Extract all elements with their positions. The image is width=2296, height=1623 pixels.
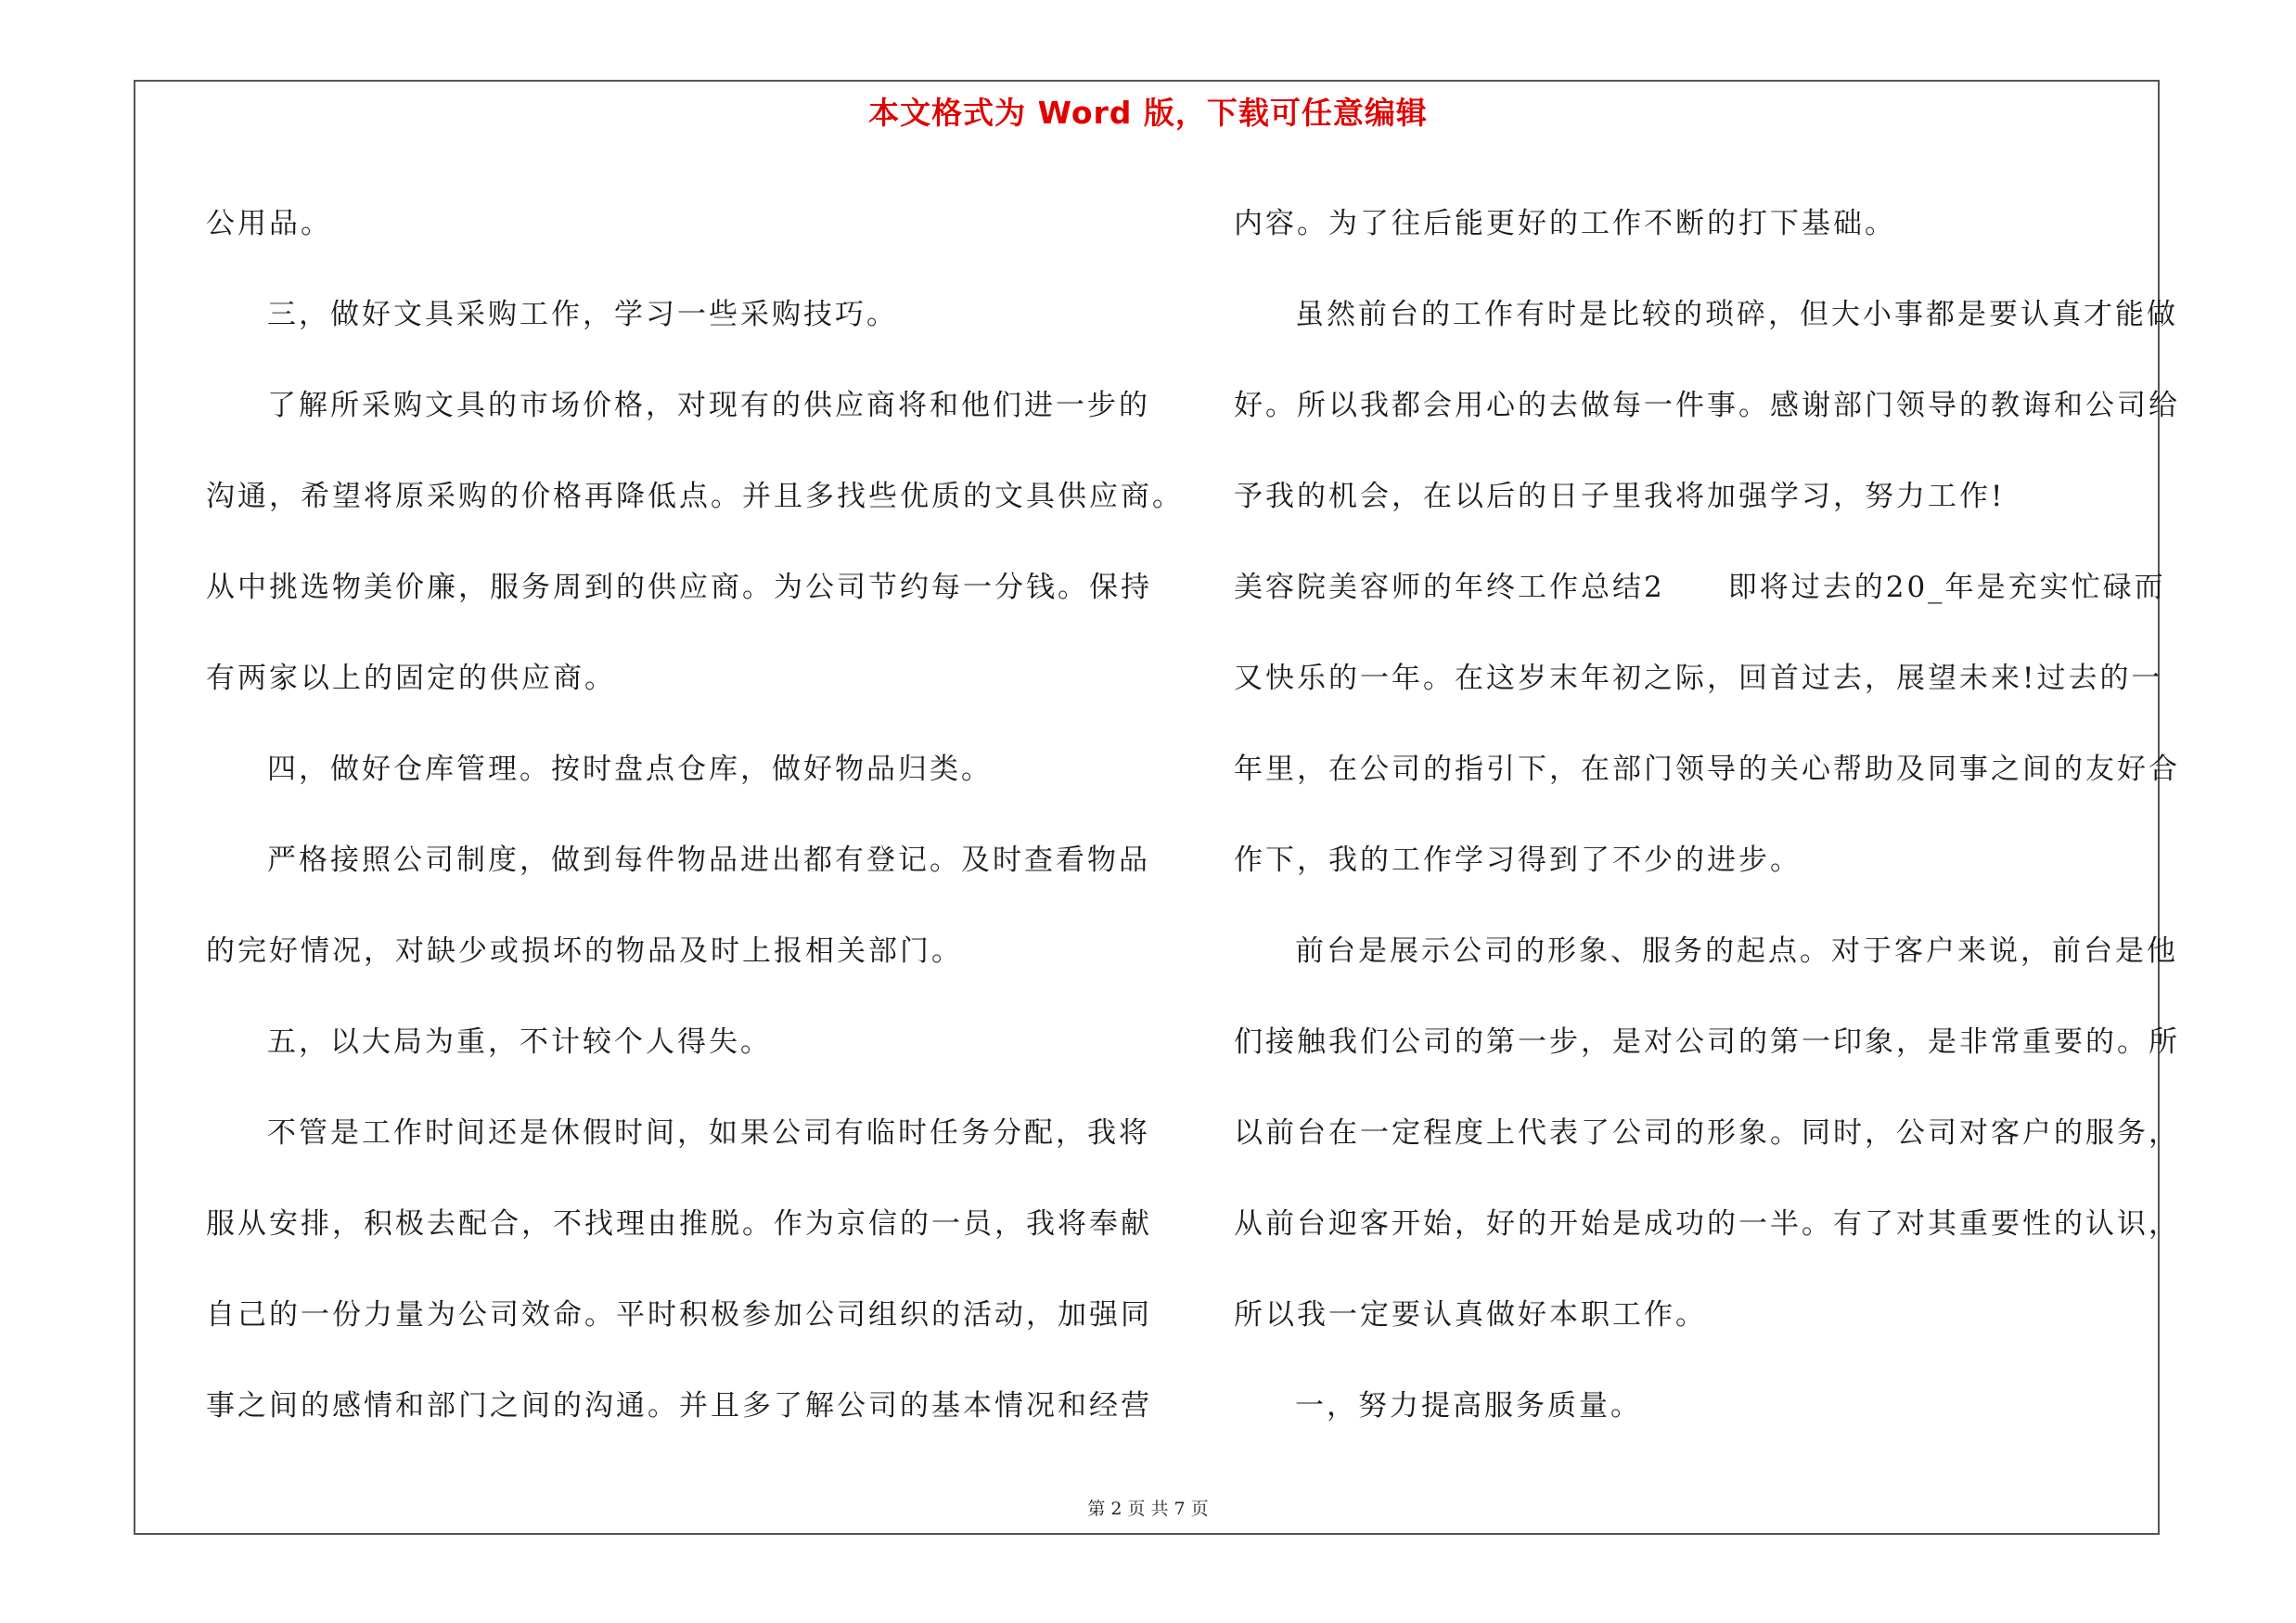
text-line: 从前台迎客开始，好的开始是成功的一半。有了对其重要性的认识，	[1234, 1207, 2180, 1241]
text-line: 的完好情况，对缺少或损坏的物品及时上报相关部门。	[206, 934, 963, 968]
text-line: 年里，在公司的指引下，在部门领导的关心帮助及同事之间的友好合	[1234, 753, 2180, 786]
text-line: 内容。为了往后能更好的工作不断的打下基础。	[1234, 207, 1896, 240]
text-line: 虽然前台的工作有时是比较的琐碎，但大小事都是要认真才能做	[1295, 298, 2178, 331]
right-text-column	[1234, 178, 2180, 1451]
text-line: 予我的机会，在以后的日子里我将加强学习，努力工作!	[1234, 480, 2006, 513]
text-line: 美容院美容师的年终工作总结2 即将过去的20_年是充实忙碌而	[1234, 571, 2166, 604]
page-number-footer: 第 2 页 共 7 页	[1087, 1499, 1209, 1519]
text-line: 沟通，希望将原采购的价格再降低点。并且多找些优质的文具供应商。	[206, 480, 1184, 513]
text-line: 好。所以我都会用心的去做每一件事。感谢部门领导的教诲和公司给	[1234, 389, 2180, 422]
word-format-banner: 本文格式为 Word 版，下载可任意编辑	[868, 95, 1428, 131]
text-line: 前台是展示公司的形象、服务的起点。对于客户来说，前台是他	[1295, 934, 2178, 968]
left-text-column	[206, 178, 1184, 1451]
text-line: 有两家以上的固定的供应商。	[206, 662, 616, 695]
text-line: 所以我一定要认真做好本职工作。	[1234, 1298, 1707, 1332]
text-line: 作下，我的工作学习得到了不少的进步。	[1234, 844, 1802, 877]
text-line: 以前台在一定程度上代表了公司的形象。同时，公司对客户的服务，	[1234, 1116, 2180, 1150]
text-line: 服从安排，积极去配合，不找理由推脱。作为京信的一员，我将奉献	[206, 1207, 1152, 1241]
text-line: 公用品。	[206, 207, 332, 240]
text-line: 又快乐的一年。在这岁末年初之际，回首过去，展望未来!过去的一	[1234, 662, 2163, 695]
text-line: 自己的一份力量为公司效命。平时积极参加公司组织的活动，加强同	[206, 1298, 1152, 1332]
text-line: 从中挑选物美价廉，服务周到的供应商。为公司节约每一分钱。保持	[206, 571, 1152, 604]
text-line: 不管是工作时间还是休假时间，如果公司有临时任务分配，我将	[267, 1116, 1150, 1150]
text-line: 三，做好文具采购工作，学习一些采购技巧。	[267, 298, 898, 331]
text-line: 四，做好仓库管理。按时盘点仓库，做好物品归类。	[267, 753, 993, 786]
text-line: 事之间的感情和部门之间的沟通。并且多了解公司的基本情况和经营	[206, 1389, 1152, 1423]
text-line: 们接触我们公司的第一步，是对公司的第一印象，是非常重要的。所	[1234, 1025, 2180, 1059]
text-line: 一，努力提高服务质量。	[1295, 1389, 1642, 1423]
text-line: 严格接照公司制度，做到每件物品进出都有登记。及时查看物品	[267, 844, 1150, 877]
text-line: 五，以大局为重，不计较个人得失。	[267, 1025, 772, 1059]
text-line: 了解所采购文具的市场价格，对现有的供应商将和他们进一步的	[267, 389, 1150, 422]
